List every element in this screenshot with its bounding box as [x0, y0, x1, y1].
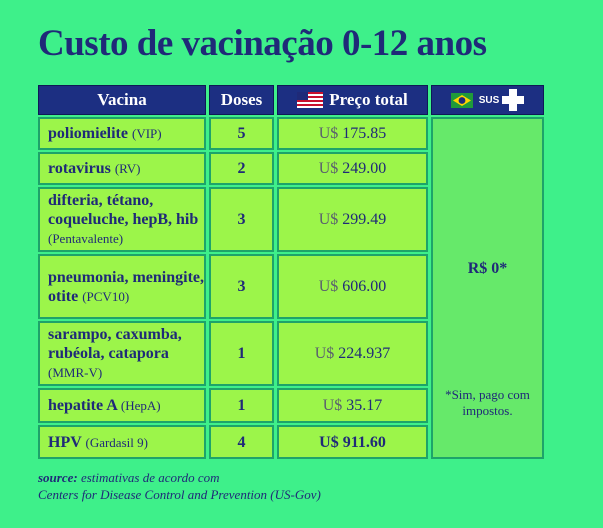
vaccine-name: hepatite A	[48, 397, 117, 414]
table-row-vaccine	[38, 152, 206, 185]
vaccine-abbr: (Gardasil 9)	[85, 434, 148, 450]
header-preco	[277, 85, 428, 115]
vaccine-abbr: (RV)	[114, 161, 141, 176]
table-row-doses	[209, 152, 274, 185]
doses-value: 1	[237, 345, 246, 362]
price-value: 299.49	[342, 211, 387, 228]
table-row-price	[277, 321, 428, 386]
currency-symbol: U$	[314, 345, 335, 362]
table-row-price	[277, 187, 428, 252]
price-value: 606.00	[342, 278, 387, 295]
price-value: 175.85	[342, 125, 387, 142]
vaccine-name: HPV	[48, 433, 82, 451]
header-vacina	[38, 85, 206, 115]
source-label: source:	[38, 470, 78, 485]
header-sus	[431, 85, 544, 115]
price-value: 35.17	[346, 397, 383, 414]
table-row-vaccine	[38, 187, 206, 252]
table-row-doses	[209, 187, 274, 252]
vaccine-name: rotavirus	[48, 160, 111, 177]
table-row-vaccine	[38, 321, 206, 386]
price-value: 249.00	[342, 160, 387, 177]
table-row-doses	[209, 321, 274, 386]
table-row-vaccine	[38, 425, 206, 459]
sus-price: R$ 0*	[467, 260, 508, 277]
vaccine-name: poliomielite	[48, 125, 128, 142]
table-row-price	[277, 425, 428, 459]
header-vacina-label: Vacina	[97, 90, 147, 109]
us-flag-icon	[297, 92, 323, 108]
header-doses	[209, 85, 274, 115]
plus-icon	[502, 89, 524, 111]
page-title: Custo de vacinação 0-12 anos	[38, 23, 487, 64]
vaccine-abbr: (MMR-V)	[48, 365, 103, 380]
doses-value: 4	[237, 433, 246, 451]
sus-column	[431, 117, 544, 459]
vaccine-abbr: (Pentavalente)	[48, 231, 124, 246]
brazil-flag-icon	[451, 93, 473, 108]
currency-symbol: U$	[318, 160, 339, 177]
doses-value: 3	[237, 278, 246, 295]
table-row-doses	[209, 254, 274, 319]
currency-symbol: U$	[322, 397, 343, 414]
doses-value: 1	[237, 397, 246, 414]
currency-symbol: U$	[318, 278, 339, 295]
source-org: Centers for Disease Control and Prevention (US-Gov)	[38, 487, 321, 502]
table-row-vaccine	[38, 388, 206, 423]
doses-value: 3	[237, 211, 246, 228]
vaccine-abbr: (PCV10)	[82, 288, 130, 304]
currency-symbol: U$	[319, 433, 339, 451]
source-note	[38, 469, 321, 503]
currency-symbol: U$	[318, 211, 339, 228]
vaccine-name: difteria, tétano, coqueluche, hepB, hib	[48, 192, 199, 228]
vaccine-name: pneumonia, meningite, otite	[48, 268, 205, 305]
table-row-price	[277, 254, 428, 319]
table-row-price	[277, 152, 428, 185]
table-row-vaccine	[38, 117, 206, 150]
source-text: estimativas de acordo com	[80, 470, 220, 485]
table-row-doses	[209, 425, 274, 459]
table-row-price	[277, 117, 428, 150]
price-value: 224.937	[338, 345, 391, 362]
doses-value: 5	[237, 125, 246, 142]
table-row-vaccine	[38, 254, 206, 319]
doses-value: 2	[237, 160, 246, 177]
sus-logo-text: SUS	[478, 94, 500, 106]
currency-symbol: U$	[318, 125, 339, 142]
sus-note: *Sim, pago com impostos.	[445, 387, 530, 418]
table-row-doses	[209, 117, 274, 150]
table-row-price	[277, 388, 428, 423]
header-doses-label: Doses	[220, 90, 263, 109]
sus-logo	[479, 89, 525, 111]
header-preco-label: Preço total	[329, 90, 408, 109]
vaccine-name: sarampo, caxumba, rubéola, catapora	[48, 326, 182, 362]
price-value: 911.60	[342, 433, 386, 451]
vaccine-abbr: (HepA)	[120, 398, 161, 413]
table-row-doses	[209, 388, 274, 423]
vaccine-abbr: (VIP)	[131, 126, 162, 141]
